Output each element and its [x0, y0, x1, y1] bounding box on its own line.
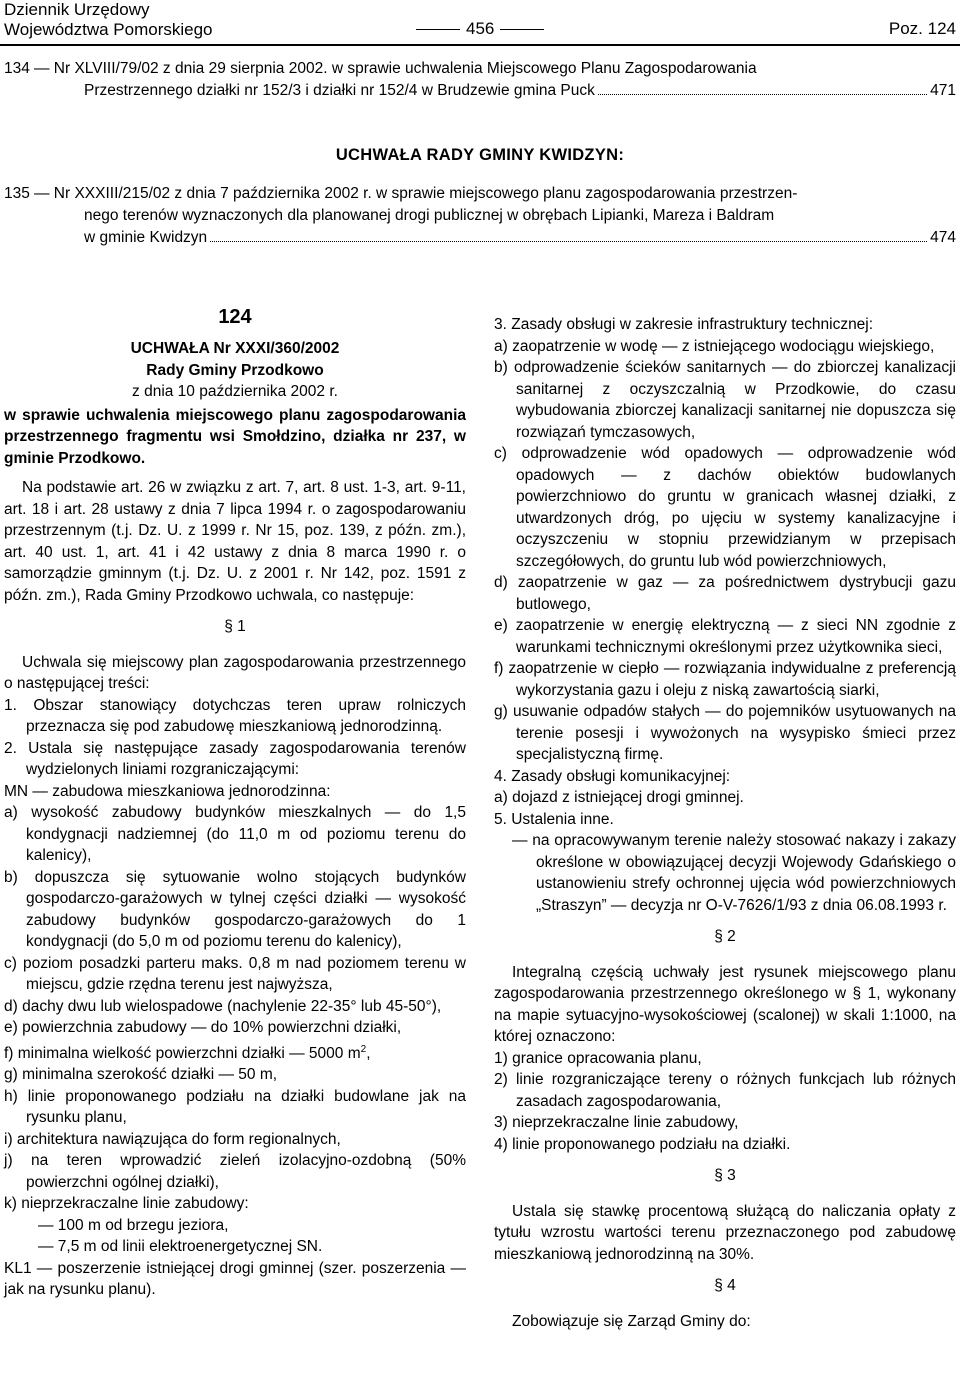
legal-basis: Na podstawie art. 26 w związku z art. 7, art. 8 ust. 1-3, art. 9-11, art. 18 i art. 28 ustawy z dnia 7 lipca 1994 r. o zagospodarowaniu przestrzennym (t.j. Dz. U. z 1999 r. Nr 15, poz. 139, z późn. zm.), art. 40 ust. 1, art. 41 i 42 ustawy z dnia 8 marca 1990 r. o samorządzie gminnym (t.j. Dz. U. z 2001 r. Nr 142, poz. 1591 z późn. zm.), Rada Gminy Przodkowo uchwala, co następuje: — [4, 479, 466, 604]
point-3g: g) usuwanie odpadów stałych — do pojemników usytuowanych na terenie posesji i wywożonych na wysypisko śmieci przez specjalistyczną firmę. — [494, 703, 956, 763]
point-3d: d) zaopatrzenie w gaz — za pośrednictwem dystrybucji gazu butlowego, — [494, 574, 956, 613]
toc-num: 135 — [4, 185, 30, 202]
toc-text: nego terenów wyznaczonych dla planowanej drogi publicznej w obrębach Lipianki, Mareza i Baldram — [84, 207, 775, 224]
toc-item-134 — [4, 58, 956, 102]
item-a: a) wysokość zabudowy budynków mieszkalnych — do 1,5 kondygnacji nadziemnej (do 11,0 m od poziomu terenu do kalenicy), — [4, 804, 466, 864]
resolution-title: UCHWAŁA Nr XXXI/360/2002 — [130, 340, 340, 357]
resolution-number: 124 — [218, 306, 252, 328]
item-c: c) poziom posadzki parteru maks. 0,8 m nad poziomem terenu w miejscu, gdzie rzędna terenu jest najwyższa, — [4, 954, 466, 993]
section-2-item-3: 3) nieprzekraczalne linie zabudowy, — [494, 1114, 739, 1131]
resolution-date: z dnia 10 października 2002 r. — [132, 383, 338, 400]
point-2: 2. Ustala się następujące zasady zagospodarowania terenów wydzielonych liniami rozgraniczającymi: — [4, 739, 466, 778]
toc-item-135 — [4, 183, 956, 249]
left-column — [4, 300, 466, 1301]
toc-page: 474 — [930, 229, 956, 246]
item-g: g) minimalna szerokość działki — 50 m, — [4, 1066, 278, 1084]
dot-leader — [598, 93, 927, 95]
point-3e: e) zaopatrzenie w energię elektryczną — z sieci NN zgodnie z warunkami technicznymi określonymi przez użytkownika sieci, — [494, 617, 956, 656]
page-header — [0, 0, 960, 44]
toc-page: 471 — [930, 82, 956, 99]
point-3c: c) odprowadzenie wód opadowych — odprowadzenie wód opadowych — z dachów obiektów budowlanych powierzchniowo do gruntu w granicach własnej działki, z utwardzonych dróg, po ujęciu w systemy kanalizacyjne i oczyszczeniu w stopniu przewidzianym w przepisach szczegółowych, do gruntu lub wód powierzchniowych, — [494, 445, 956, 570]
section-2-item-1: 1) granice opracowania planu, — [494, 1049, 702, 1067]
section-3-sign: § 3 — [714, 1167, 736, 1184]
section-2-sign: § 2 — [714, 928, 736, 945]
dash-left — [416, 29, 460, 30]
section-2-item-4: 4) linie proponowanego podziału na działki. — [494, 1135, 791, 1153]
page-number: 456 — [466, 19, 495, 38]
point-3f: f) zaopatrzenie w ciepło — rozwiązania indywidualne z preferencją wykorzystania gazu i oleju z niską zawartością siarki, — [494, 660, 956, 699]
point-1: 1. Obszar stanowiący dotychczas teren upraw rolniczych przeznacza się pod zabudowę mieszkaniową jednorodzinną. — [4, 696, 466, 735]
section-4-sign: § 4 — [714, 1277, 736, 1294]
toc-num: 134 — [4, 60, 30, 77]
point-5: 5. Ustalenia inne. — [494, 810, 614, 828]
toc-text: — Nr XXXIII/215/02 z dnia 7 października 2002 r. w sprawie miejscowego planu zagospodarowania przestrzen- — [34, 185, 798, 202]
dot-leader — [210, 240, 927, 242]
page-number-block — [410, 19, 550, 39]
section-3-text: Ustala się stawkę procentową służącą do naliczania opłaty z tytułu wzrostu wartości terenu przeznaczonego pod zabudowę mieszkaniową jednorodzinną na 30%. — [494, 1202, 956, 1263]
item-d: d) dachy dwu lub wielospadowe (nachylenie 22-35° lub 45-50°), — [4, 997, 442, 1015]
section-4-text: Zobowiązuje się Zarząd Gminy do: — [512, 1312, 751, 1330]
item-f-end: , — [366, 1044, 371, 1062]
dash-right — [500, 29, 544, 30]
toc-text: w gminie Kwidzyn — [84, 229, 208, 246]
right-column — [494, 314, 956, 1332]
item-f — [4, 1039, 466, 1065]
toc-text: Przestrzennego działki nr 152/3 i działki nr 152/4 w Brudzewie gmina Puck — [84, 82, 595, 99]
item-h: h) linie proponowanego podziału na działki budowlane jak na rysunku planu, — [4, 1087, 466, 1127]
point-4: 4. Zasady obsługi komunikacyjnej: — [494, 767, 731, 785]
item-k-dash-2: — 7,5 m od linii elektroenergetycznej SN. — [38, 1238, 323, 1256]
item-k: k) nieprzekraczalne linie zabudowy: — [4, 1195, 249, 1213]
resolution-issuer: Rady Gminy Przodkowo — [146, 361, 324, 379]
section-1-sign: § 1 — [224, 618, 246, 635]
section-2-text: Integralną częścią uchwały jest rysunek miejscowego planu zagospodarowania przestrzennego określonego w § 1, wykonany na mapie sytuacyjno-wysokościowej (scalonej) w skali 1:1000, na której oznaczono: — [494, 963, 956, 1045]
item-k-dash-1: — 100 m od brzegu jeziora, — [38, 1216, 229, 1234]
section-2-item-2: 2) linie rozgraniczające tereny o różnych funkcjach lub różnych zasadach zagospodarowania, — [494, 1071, 956, 1110]
item-f-text: f) minimalna wielkość powierzchni działki — 5000 m — [4, 1044, 361, 1062]
journal-line1: Dziennik Urzędowy — [4, 0, 150, 19]
item-j: j) na teren wprowadzić zieleń izolacyjno-ozdobną (50% powierzchni ogólnej działki), — [4, 1152, 466, 1191]
journal-name — [4, 0, 213, 40]
item-e: e) powierzchnia zabudowy — do 10% powierzchni działki, — [4, 1019, 402, 1036]
kl1-zone: KL1 — poszerzenie istniejącej drogi gminnej (szer. poszerzenia — jak na rysunku planu). — [4, 1259, 466, 1299]
section-1-intro: Uchwala się miejscowy plan zagospodarowania przestrzennego o następującej treści: — [4, 653, 466, 692]
mn-zone: MN — zabudowa mieszkaniowa jednorodzinna: — [4, 782, 331, 800]
item-i: i) architektura nawiązująca do form regionalnych, — [4, 1130, 341, 1148]
point-5-dash: — na opracowywanym terenie należy stosować nakazy i zakazy określone w obowiązującej decyzji Wojewody Gdańskiego o ustanowieniu strefy ochronnej ujęcia wód powierzchniowych „Straszyn” — decyzja nr O-V-7626/1/93 z dnia 06.08.1993 r. — [512, 832, 956, 914]
toc-text: — Nr XLVIII/79/02 z dnia 29 sierpnia 2002. w sprawie uchwalenia Miejscowego Planu Zagospodarowania — [34, 60, 757, 77]
point-3b: b) odprowadzenie ścieków sanitarnych — do zbiorczej kanalizacji sanitarnej z oczyszczalnią w Przodkowie, do czasu wybudowania zbiorczej kanalizacji sanitarnej nie dopuszcza się rozwiązań tymczasowych, — [494, 359, 956, 441]
journal-line2: Województwa Pomorskiego — [4, 20, 213, 39]
position-number: Poz. 124 — [888, 19, 956, 38]
point-3: 3. Zasady obsługi w zakresie infrastruktury technicznej: — [494, 316, 874, 333]
item-b: b) dopuszcza się sytuowanie wolno stojących budynków gospodarczo-garażowych w tylnej części działki — wysokość zabudowy budynków gospodarczo-garażowych do 1 kondygnacji (do 5,0 m od poziomu terenu do kalenicy), — [4, 868, 466, 950]
item-f-sup: 2 — [360, 1043, 367, 1055]
resolution-subject: w sprawie uchwalenia miejscowego planu zagospodarowania przestrzennego fragmentu wsi Smołdzino, działka nr 237, w gminie Przodkowo. — [4, 406, 466, 467]
point-4a: a) dojazd z istniejącej drogi gminnej. — [494, 789, 744, 806]
toc-heading: UCHWAŁA RADY GMINY KWIDZYN: — [335, 146, 625, 164]
header-rule — [0, 44, 960, 46]
point-3a: a) zaopatrzenie w wodę — z istniejącego wodociągu wiejskiego, — [494, 337, 935, 355]
